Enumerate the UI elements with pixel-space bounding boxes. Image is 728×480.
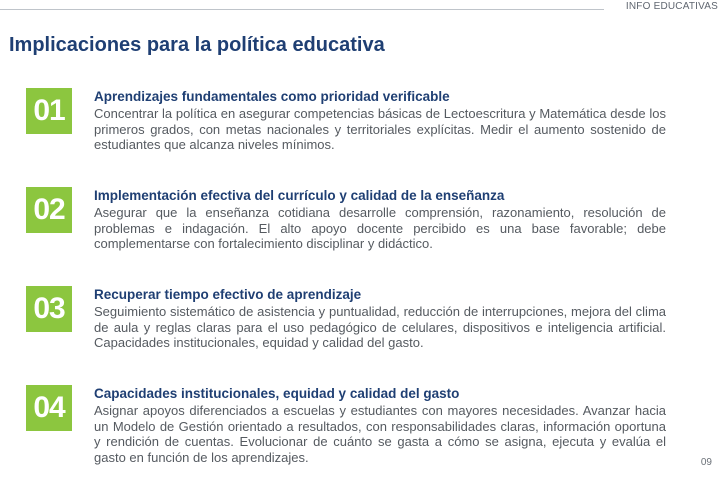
page-number: 09 [700,457,712,468]
item-title: Aprendizajes fundamentales como prioridad verificable [94,89,450,104]
item-number-badge: 01 [26,88,72,134]
policy-item-04 [26,385,671,463]
brand-label: INFO EDUCATIVAS [625,1,718,12]
policy-item-02 [26,187,671,265]
item-body: Concentrar la política en asegurar competencias básicas de Lectoescritura y Matemática desde los primeros grados, con metas nacionales y territoriales explícitas. Medir el aumento sostenido de estudiantes que alcanza niveles mínimos. [94,106,666,152]
item-body: Asegurar que la enseñanza cotidiana desarrolle comprensión, razonamiento, resolución de problemas e indagación. El alto apoyo docente percibido es una base favorable; debe complementarse con fortalecimiento disciplinar y didáctico. [94,205,666,251]
policy-item-01 [26,88,671,166]
item-number-badge: 03 [26,286,72,332]
item-title: Recuperar tiempo efectivo de aprendizaje [94,287,362,302]
item-number-badge: 04 [26,385,72,431]
item-body: Asignar apoyos diferenciados a escuelas y estudiantes con mayores necesidades. Avanzar hacia un Modelo de Gestión orientado a resultados, con responsabilidades claras, información oportuna y rendición de cuentas. Evolucionar de cuánto se gasta a cómo se asigna, ejecuta y evalúa el gasto en función de los aprendizajes. [94,403,666,465]
item-title: Capacidades institucionales, equidad y calidad del gasto [94,386,460,401]
item-title: Implementación efectiva del currículo y calidad de la enseñanza [94,188,505,203]
item-number-badge: 02 [26,187,72,233]
header-divider [0,9,604,10]
page-title: Implicaciones para la política educativa [9,34,385,56]
item-body: Seguimiento sistemático de asistencia y puntualidad, reducción de interrupciones, mejora del clima de aula y reglas claras para el uso pedagógico de celulares, dispositivos e inteligencia artificial. Capacidades institucionales, equidad y calidad del gasto. [94,304,666,350]
policy-item-03 [26,286,671,364]
